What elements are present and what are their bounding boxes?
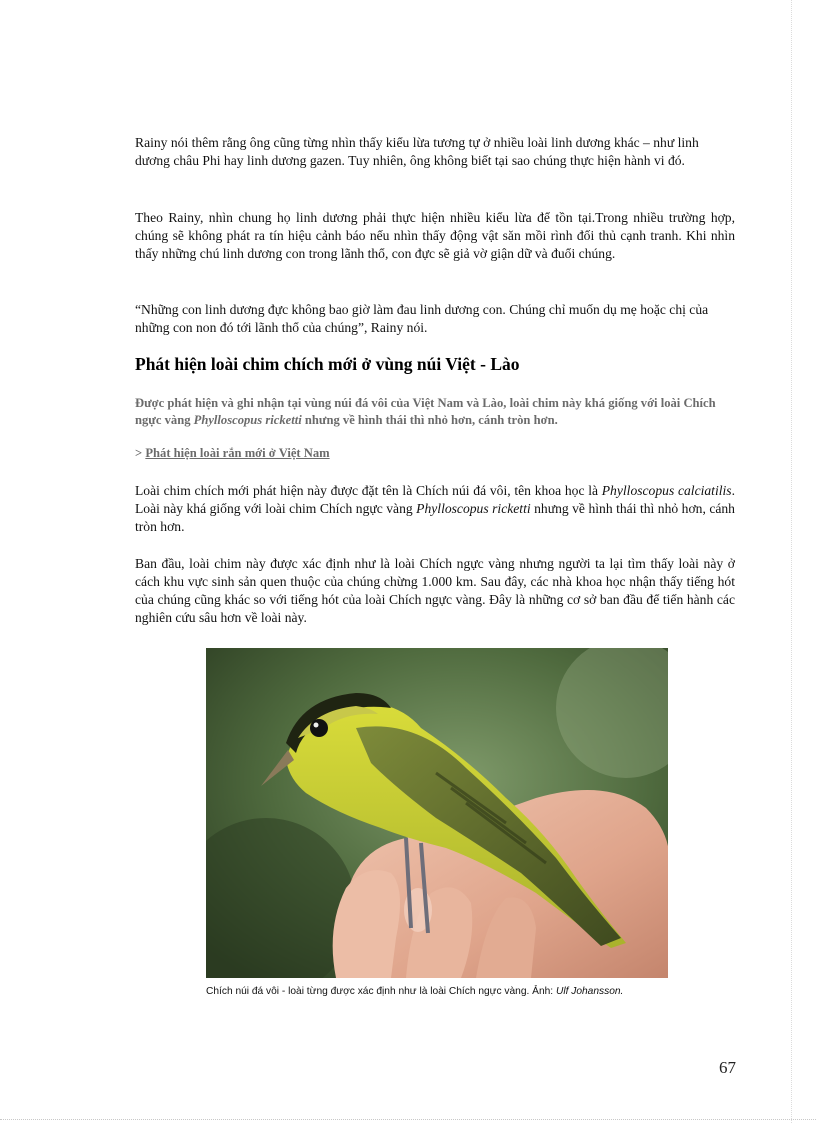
related-prefix: >	[135, 446, 146, 460]
lead-text-1: Được phát hiện và ghi nhận tại vùng núi đá vôi của Việt Nam và Lào, loài chim này khá giống với loài Chích ngực vàng	[135, 396, 716, 427]
related-article	[135, 445, 330, 462]
caption-credit: Ulf Johansson.	[555, 986, 624, 997]
p4-text-2: . Loài này khá giống với loài chim Chích ngực vàng	[135, 483, 735, 516]
p4-species-ricketti: Phylloscopus ricketti	[416, 501, 531, 516]
margin-divider	[791, 0, 792, 1123]
paragraph-rainy-quote: “Những con linh dương đực không bao giờ làm đau linh dương con. Chúng chỉ muốn dụ mẹ hoặc chị của những con non đó tới lãnh thổ của chúng”, Rainy nói.	[135, 302, 709, 335]
p4-text-3: nhưng về hình thái thì nhỏ hơn, cánh tròn hơn.	[135, 501, 735, 534]
lead-text-2: nhưng về hình thái thì nhỏ hơn, cánh tròn hơn.	[301, 412, 558, 427]
paragraph-deception-survival: Theo Rainy, nhìn chung họ linh dương phải thực hiện nhiều kiểu lừa để tồn tại.Trong nhiều trường hợp, chúng sẽ không phát ra tín hiệu cảnh báo nếu nhìn thấy động vật săn mồi rình đối thủ cạnh tranh. Khi nhìn thấy những chú linh dương con trong lãnh thổ, con đực sẽ giả vờ giận dữ và đuổi chúng.	[135, 210, 735, 261]
section-heading: Phát hiện loài chim chích mới ở vùng núi Việt - Lào	[135, 354, 520, 374]
paragraph-initial-identification: Ban đầu, loài chim này được xác định như là loài Chích ngực vàng nhưng người ta lại tìm thấy loài này ở cách khu vực sinh sản quen thuộc của chúng chừng 1.000 km. Sau đây, các nhà khoa học nhận thấy tiếng hót của chúng cũng khác so với tiếng hót của loài Chích ngực vàng. Đây là những cơ sở ban đầu để tiến hành các nghiên cứu sâu hơn về loài này.	[135, 556, 735, 625]
caption-text: Chích núi đá vôi - loài từng được xác định như là loài Chích ngực vàng. Ảnh:	[206, 986, 556, 997]
lead-species-name: Phylloscopus ricketti	[193, 412, 302, 427]
warbler-photo	[206, 648, 668, 978]
p4-text-1: Loài chim chích mới phát hiện này được đặt tên là Chích núi đá vôi, tên khoa học là	[135, 483, 602, 498]
footer-divider	[0, 1119, 816, 1120]
photo-caption	[206, 985, 676, 999]
paragraph-species-name	[135, 482, 735, 536]
section-lead	[135, 395, 735, 428]
related-article-link[interactable]: Phát hiện loài rắn mới ở Việt Nam	[145, 446, 330, 460]
paragraph-deception-other-species: Rainy nói thêm rằng ông cũng từng nhìn thấy kiểu lừa tương tự ở nhiều loài linh dương khác – như linh dương châu Phi hay linh dương gazen. Tuy nhiên, ông không biết tại sao chúng thực hiện hành vi đó.	[135, 135, 699, 168]
page-number: 67	[719, 1058, 736, 1077]
p4-species-calciatilis: Phylloscopus calciatilis	[601, 483, 732, 498]
